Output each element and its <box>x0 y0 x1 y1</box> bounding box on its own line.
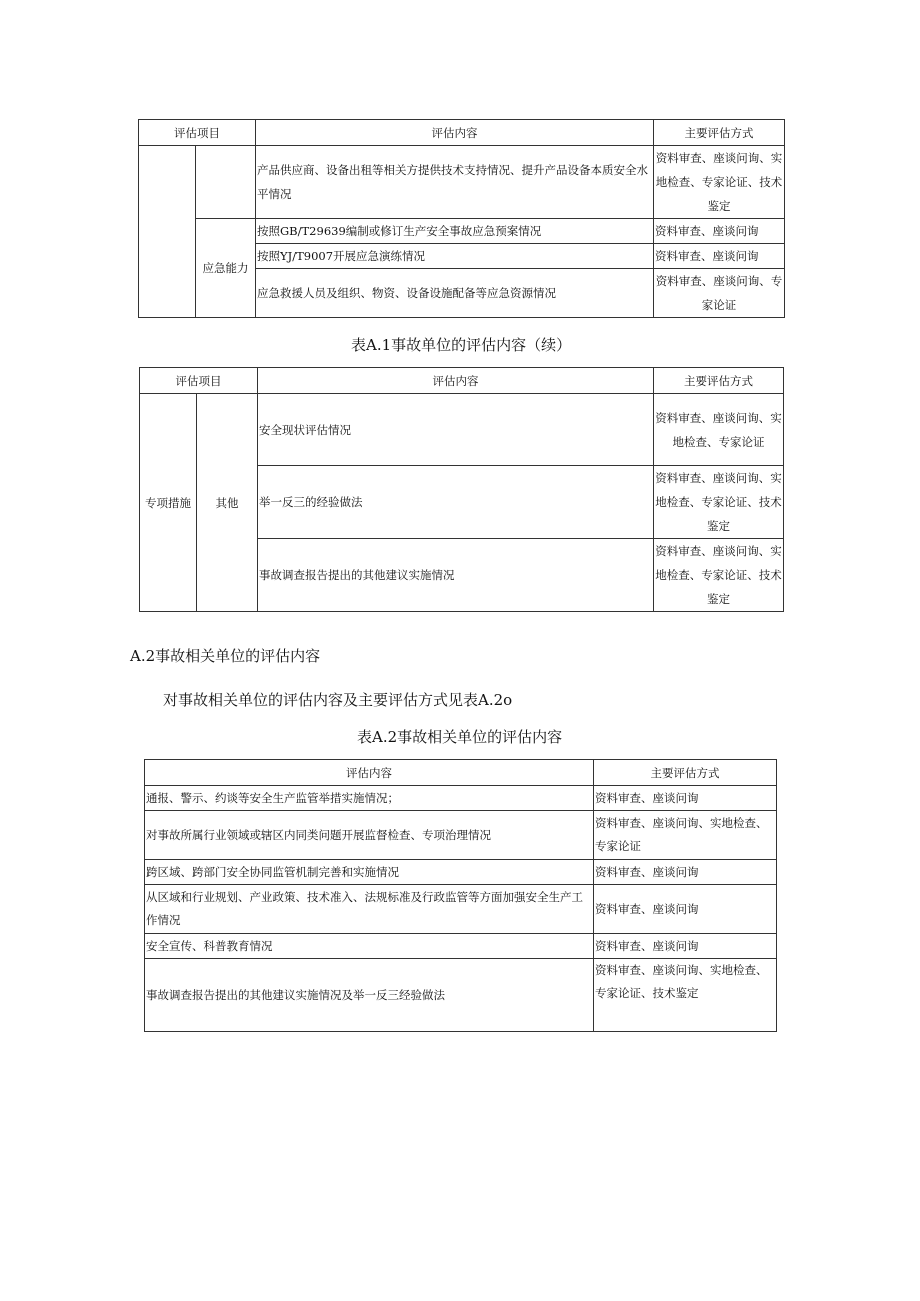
content-cell: 事故调查报告提出的其他建议实施情况及举一反三经验做法 <box>145 959 594 1032</box>
header-method: 主要评估方式 <box>594 760 777 786</box>
table-a1-cont <box>139 367 784 612</box>
content-cell: 产品供应商、设备出租等相关方提供技术支持情况、提升产品设备本质安全水平情况 <box>256 146 654 219</box>
section-heading: A.2事故相关单位的评估内容 <box>130 647 321 665</box>
content-cell: 通报、警示、约谈等安全生产监管举措实施情况； <box>145 786 594 811</box>
content-cell: 举一反三的经验做法 <box>258 466 654 539</box>
table-a2 <box>144 759 777 1032</box>
sub-item-cell-empty <box>196 146 256 219</box>
content-cell: 安全现状评估情况 <box>258 394 654 466</box>
table-header-row <box>139 120 785 146</box>
table-header-row <box>145 760 777 786</box>
item-cell: 专项措施 <box>140 394 197 612</box>
table-row <box>145 885 777 934</box>
method-cell: 资料审查、座谈问询、专家论证 <box>654 269 785 318</box>
table-row <box>139 219 785 244</box>
table-row <box>145 959 777 1032</box>
section-paragraph: 对事故相关单位的评估内容及主要评估方式见表A.2o <box>163 691 513 709</box>
table-a2-caption: 表A.2事故相关单位的评估内容 <box>357 728 563 746</box>
content-cell: 从区域和行业规划、产业政策、技术准入、法规标准及行政监管等方面加强安全生产工作情况 <box>145 885 594 934</box>
content-cell: 事故调查报告提出的其他建议实施情况 <box>258 539 654 612</box>
method-cell: 资料审查、座谈问询 <box>654 219 785 244</box>
method-cell: 资料审查、座谈问询、实地检查、专家论证、技术鉴定 <box>594 959 777 1032</box>
header-item: 评估项目 <box>140 368 258 394</box>
content-cell: 跨区域、跨部门安全协同监管机制完善和实施情况 <box>145 860 594 885</box>
header-content: 评估内容 <box>258 368 654 394</box>
content-cell: 应急救援人员及组织、物资、设备设施配备等应急资源情况 <box>256 269 654 318</box>
sub-item-cell: 应急能力 <box>196 219 256 318</box>
content-cell: 按照YJ/T9007开展应急演练情况 <box>256 244 654 269</box>
header-method: 主要评估方式 <box>654 368 784 394</box>
method-cell: 资料审查、座谈问询 <box>594 885 777 934</box>
table-a1-part <box>138 119 785 318</box>
table-row <box>145 860 777 885</box>
table-row <box>145 786 777 811</box>
content-cell: 对事故所属行业领域或辖区内同类问题开展监督检查、专项治理情况 <box>145 811 594 860</box>
table-row <box>139 146 785 219</box>
sub-item-cell: 其他 <box>197 394 258 612</box>
table-row <box>145 934 777 959</box>
header-content: 评估内容 <box>256 120 654 146</box>
method-cell: 资料审查、座谈问询、实地检查、专家论证 <box>594 811 777 860</box>
header-method: 主要评估方式 <box>654 120 785 146</box>
method-cell: 资料审查、座谈问询 <box>654 244 785 269</box>
item-cell-empty <box>139 146 196 318</box>
method-cell: 资料审查、座谈问询、实地检查、专家论证、技术鉴定 <box>654 146 785 219</box>
method-cell: 资料审查、座谈问询、实地检查、专家论证 <box>654 394 784 466</box>
method-cell: 资料审查、座谈问询、实地检查、专家论证、技术鉴定 <box>654 466 784 539</box>
content-cell: 按照GB/T29639编制或修订生产安全事故应急预案情况 <box>256 219 654 244</box>
table-header-row <box>140 368 784 394</box>
content-cell: 安全宣传、科普教育情况 <box>145 934 594 959</box>
method-cell: 资料审查、座谈问询 <box>594 786 777 811</box>
method-cell: 资料审查、座谈问询 <box>594 860 777 885</box>
header-content: 评估内容 <box>145 760 594 786</box>
header-item: 评估项目 <box>139 120 256 146</box>
method-cell: 资料审查、座谈问询 <box>594 934 777 959</box>
table-row <box>140 394 784 466</box>
method-cell: 资料审查、座谈问询、实地检查、专家论证、技术鉴定 <box>654 539 784 612</box>
table-a1-cont-caption: 表A.1事故单位的评估内容（续） <box>351 336 572 354</box>
table-row <box>145 811 777 860</box>
